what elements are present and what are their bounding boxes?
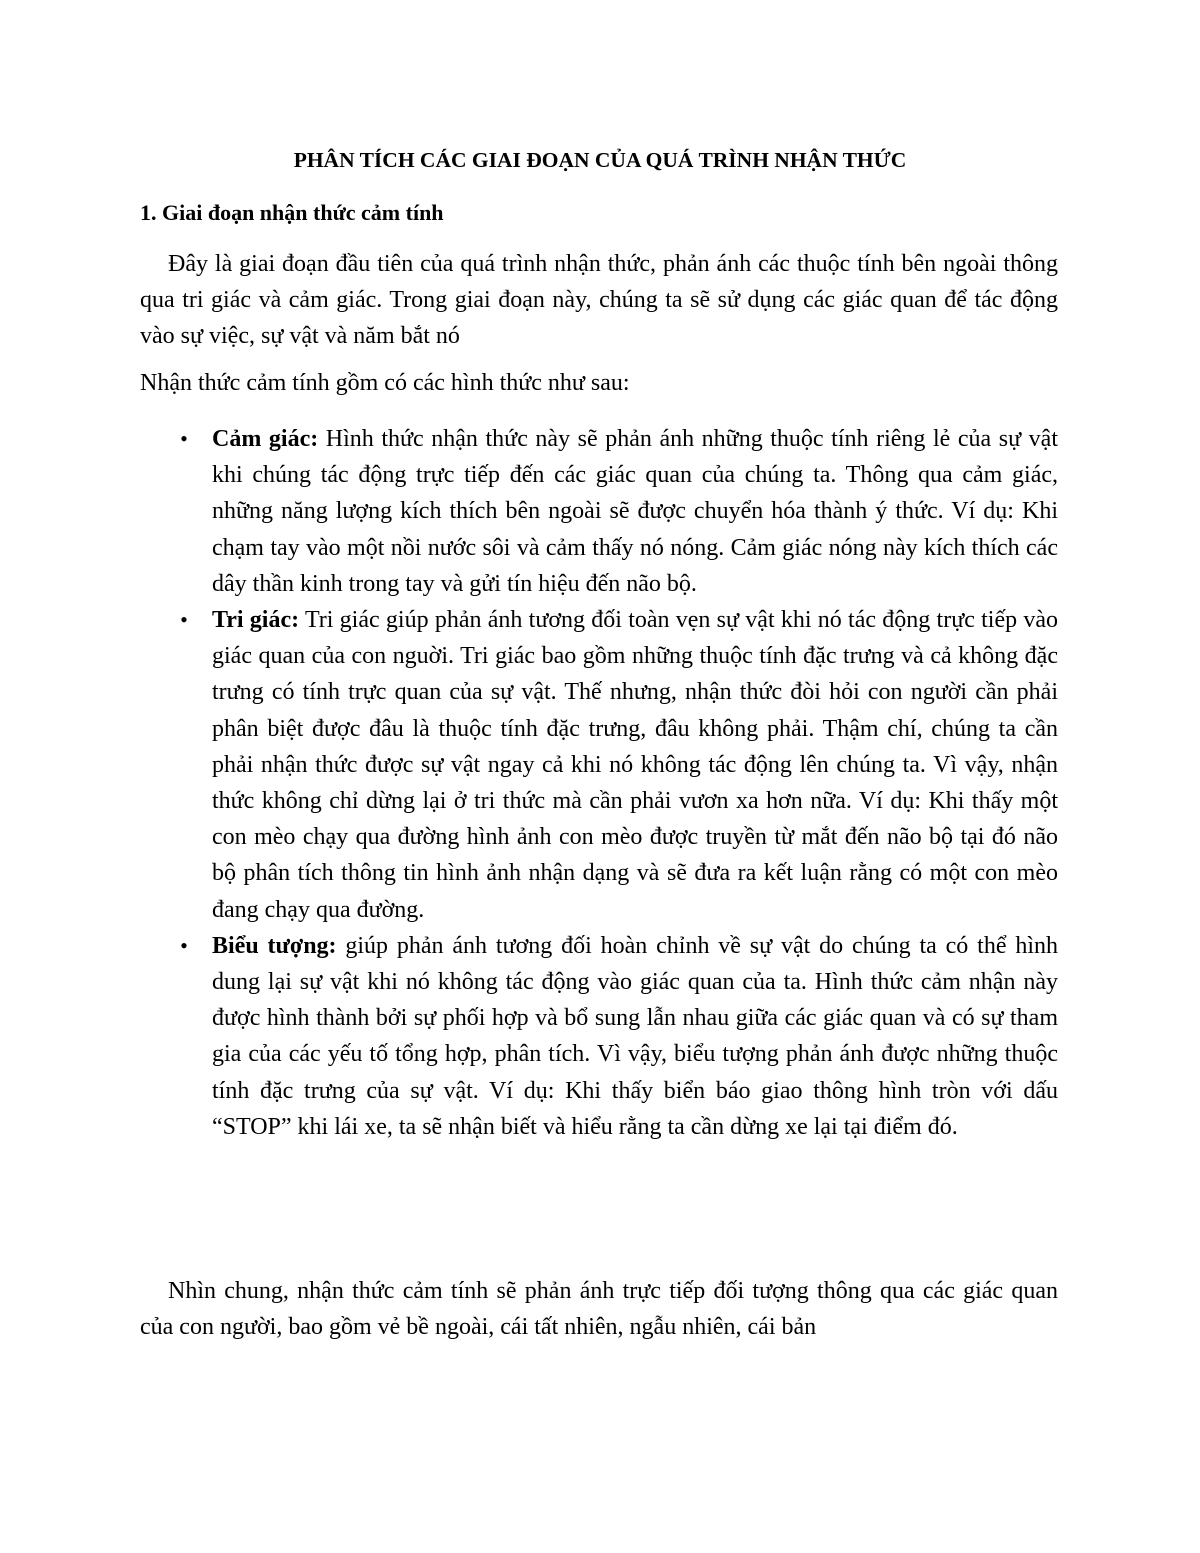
bullet-term: Biểu tượng: xyxy=(212,932,337,959)
closing-paragraph: Nhìn chung, nhận thức cảm tính sẽ phản ánh trực tiếp đối tượng thông qua các giác quan của con người, bao gồm vẻ bề ngoài, cái tất nhiên, ngẫu nhiên, cái bản xyxy=(140,1278,1058,1341)
bullet-item-tri-giac xyxy=(180,602,1059,928)
bullet-icon: • xyxy=(180,932,188,958)
bullet-text: Hình thức nhận thức này sẽ phản ánh những thuộc tính riêng lẻ của sự vật khi chúng tác động trực tiếp đến các giác quan của chúng ta. Thông qua cảm giác, những năng lượng kích thích bên ngoài sẽ được chuyển hóa thành ý thức. Ví dụ: Khi chạm tay vào một nồi nước sôi và cảm thấy nó nóng. Cảm giác nóng này kích thích các dây thần kinh trong tay và gửi tín hiệu đến não bộ. xyxy=(212,426,1058,597)
bullet-icon: • xyxy=(180,426,188,451)
section-heading: 1. Giai đoạn nhận thức cảm tính xyxy=(140,200,444,225)
document-title: PHÂN TÍCH CÁC GIAI ĐOẠN CỦA QUÁ TRÌNH NHẬN THỨC xyxy=(293,148,907,172)
bullet-icon: • xyxy=(180,607,188,633)
forms-bullet-list xyxy=(180,421,1059,1145)
bullet-item-cam-giac xyxy=(180,421,1058,602)
bullet-text: giúp phản ánh tương đối hoàn chỉnh về sự vật do chúng ta có thể hình dung lại sự vật khi nó không tác động vào giác quan của ta. Hình thức cảm nhận này được hình thành bởi sự phối hợp và bổ sung lẫn nhau giữa các giác quan và có sự tham gia của các yếu tố tổng hợp, phân tích. Vì vậy, biểu tượng phản ánh được những thuộc tính đặc trưng của sự vật. Ví dụ: Khi thấy biển báo giao thông hình tròn với dấu “STOP” khi lái xe, ta sẽ nhận biết và hiểu rằng ta cần dừng xe lại tại điểm đó. xyxy=(212,932,1058,1140)
list-lead-paragraph: Nhận thức cảm tính gồm có các hình thức như sau: xyxy=(140,370,630,396)
intro-paragraph: Đây là giai đoạn đầu tiên của quá trình nhận thức, phản ánh các thuộc tính bên ngoài thông qua tri giác và cảm giác. Trong giai đoạn này, chúng ta sẽ sử dụng các giác quan để tác động vào sự việc, sự vật và năm bắt nó xyxy=(140,251,1058,350)
bullet-term: Cảm giác: xyxy=(212,426,319,452)
bullet-text: Tri giác giúp phản ánh tương đối toàn vẹn sự vật khi nó tác động trực tiếp vào giác quan của con nguời. Tri giác bao gồm những thuộc tính đặc trưng và cả không đặc trưng có tính trực quan của sự vật. Thế nhưng, nhận thức đòi hỏi con người cần phải phân biệt được đâu là thuộc tính đặc trưng, đâu không phải. Thậm chí, chúng ta cần phải nhận thức được sự vật ngay cả khi nó không tác động lên chúng ta. Vì vậy, nhận thức không chỉ dừng lại ở tri thức mà cần phải vươn xa hơn nữa. Ví dụ: Khi thấy một con mèo chạy qua đường hình ảnh con mèo được truyền từ mắt đến não bộ tại đó não bộ phân tích thông tin hình ảnh nhận dạng và sẽ đưa ra kết luận rằng có một con mèo đang chạy qua đường. xyxy=(212,607,1059,923)
bullet-item-bieu-tuong xyxy=(180,928,1058,1145)
bullet-term: Tri giác: xyxy=(212,607,300,634)
